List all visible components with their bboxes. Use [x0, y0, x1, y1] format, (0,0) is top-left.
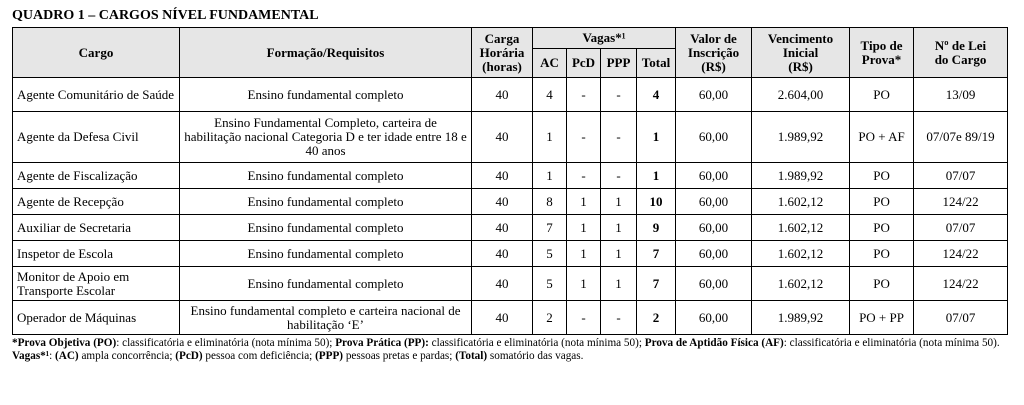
text-total: somatório das vagas. [487, 349, 584, 362]
header-ac: AC [533, 49, 567, 78]
header-carga-line2: Horária [479, 44, 525, 60]
cell-ppp: 1 [601, 215, 637, 241]
cell-requisitos: Ensino fundamental completo [180, 189, 472, 215]
cell-cargo: Operador de Máquinas [13, 301, 180, 335]
cell-ac: 1 [533, 163, 567, 189]
header-ppp: PPP [601, 49, 637, 78]
cell-requisitos: Ensino fundamental completo [180, 78, 472, 112]
header-carga-line1: Carga [484, 30, 520, 46]
cell-lei: 124/22 [914, 241, 1008, 267]
cell-vencimento: 1.602,12 [752, 215, 850, 241]
cell-total: 10 [637, 189, 676, 215]
cell-requisitos: Ensino fundamental completo e carteira nacional de habilitação ‘E’ [180, 301, 472, 335]
table-row [13, 301, 1008, 335]
cell-carga: 40 [472, 112, 533, 163]
cell-carga: 40 [472, 241, 533, 267]
cell-cargo: Auxiliar de Secretaria [13, 215, 180, 241]
cell-ac: 4 [533, 78, 567, 112]
cell-lei: 13/09 [914, 78, 1008, 112]
cell-total: 2 [637, 301, 676, 335]
table-row [13, 163, 1008, 189]
cell-pcd: 1 [567, 267, 601, 301]
cell-cargo: Agente de Fiscalização [13, 163, 180, 189]
cell-ppp: - [601, 163, 637, 189]
cell-ppp: 1 [601, 267, 637, 301]
cell-carga: 40 [472, 189, 533, 215]
cell-ppp: - [601, 112, 637, 163]
cell-ppp: 1 [601, 241, 637, 267]
cell-valor: 60,00 [676, 78, 752, 112]
cell-cargo: Inspetor de Escola [13, 241, 180, 267]
header-vencimento-line1: Vencimento [767, 30, 834, 46]
term-ppp: (PPP) [315, 349, 344, 362]
footnotes [12, 337, 1008, 362]
table-row [13, 78, 1008, 112]
cell-cargo: Agente de Recepção [13, 189, 180, 215]
header-valor-line1: Valor de [690, 30, 737, 46]
cell-ac: 7 [533, 215, 567, 241]
text-pcd: pessoa com deficiência; [202, 349, 316, 362]
table-row [13, 241, 1008, 267]
cargos-table [12, 27, 1008, 335]
footnote-vagas [12, 350, 1008, 363]
cell-total: 1 [637, 112, 676, 163]
term-pcd: (PcD) [175, 349, 203, 362]
text-ppp: pessoas pretas e pardas; [343, 349, 456, 362]
cell-lei: 07/07 [914, 215, 1008, 241]
header-valor [676, 28, 752, 78]
cell-carga: 40 [472, 215, 533, 241]
cell-lei: 124/22 [914, 267, 1008, 301]
cell-valor: 60,00 [676, 301, 752, 335]
text-prova-objetiva: : classificatória e eliminatória (nota mínima 50); [116, 337, 336, 349]
cell-tipo-prova: PO [850, 78, 914, 112]
header-valor-line2: Inscrição [687, 44, 740, 60]
table-title: QUADRO 1 – CARGOS NÍVEL FUNDAMENTAL [12, 8, 319, 23]
text-prova-aptidao: : classificatória e eliminatória (nota mínima 50). [783, 337, 1000, 349]
term-prova-objetiva: *Prova Objetiva (PO) [12, 337, 117, 349]
cell-cargo: Monitor de Apoio em Transporte Escolar [13, 267, 180, 301]
header-vencimento-line2: Inicial [782, 44, 819, 60]
header-carga-line3: (horas) [482, 58, 522, 74]
cell-vencimento: 1.602,12 [752, 241, 850, 267]
cell-pcd: - [567, 112, 601, 163]
cell-valor: 60,00 [676, 267, 752, 301]
cell-requisitos: Ensino fundamental completo [180, 267, 472, 301]
header-pcd: PcD [567, 49, 601, 78]
header-vagas: Vagas*¹ [533, 28, 676, 49]
cell-tipo-prova: PO [850, 267, 914, 301]
header-formacao: Formação/Requisitos [180, 28, 472, 78]
table-row [13, 112, 1008, 163]
cell-vencimento: 1.989,92 [752, 163, 850, 189]
document-page [12, 7, 1012, 362]
cell-requisitos: Ensino fundamental completo [180, 163, 472, 189]
cell-ac: 1 [533, 112, 567, 163]
table-row [13, 215, 1008, 241]
table-row [13, 189, 1008, 215]
header-vencimento-line3: (R$) [788, 58, 813, 74]
header-vencimento [752, 28, 850, 78]
cell-ppp: - [601, 78, 637, 112]
cell-total: 9 [637, 215, 676, 241]
cell-tipo-prova: PO [850, 189, 914, 215]
text-vagas-sep: : [49, 349, 56, 362]
cell-ac: 8 [533, 189, 567, 215]
text-prova-pratica: classificatória e eliminatória (nota mínima 50); [428, 337, 645, 349]
cell-vencimento: 2.604,00 [752, 78, 850, 112]
term-total: (Total) [455, 349, 488, 362]
text-ac: ampla concorrência; [78, 349, 176, 362]
cell-pcd: 1 [567, 189, 601, 215]
header-total: Total [637, 49, 676, 78]
cell-lei: 07/07 [914, 301, 1008, 335]
cell-pcd: - [567, 163, 601, 189]
cell-valor: 60,00 [676, 163, 752, 189]
cell-lei: 124/22 [914, 189, 1008, 215]
cell-valor: 60,00 [676, 241, 752, 267]
cell-requisitos: Ensino fundamental completo [180, 215, 472, 241]
header-lei-line2: do Cargo [934, 51, 987, 67]
cell-vencimento: 1.989,92 [752, 112, 850, 163]
cell-ac: 5 [533, 241, 567, 267]
header-lei-line1: Nº de Lei [934, 37, 987, 53]
table-header [13, 28, 1008, 78]
cell-requisitos: Ensino fundamental completo [180, 241, 472, 267]
cell-cargo: Agente da Defesa Civil [13, 112, 180, 163]
header-tipo-line1: Tipo de [860, 37, 903, 53]
cell-tipo-prova: PO + AF [850, 112, 914, 163]
cell-ac: 2 [533, 301, 567, 335]
term-prova-aptidao: Prova de Aptidão Física (AF) [644, 337, 784, 349]
cell-tipo-prova: PO + PP [850, 301, 914, 335]
cell-valor: 60,00 [676, 112, 752, 163]
cell-pcd: 1 [567, 241, 601, 267]
cell-carga: 40 [472, 267, 533, 301]
header-tipo-line2: Prova* [861, 51, 902, 67]
cell-total: 1 [637, 163, 676, 189]
cell-requisitos: Ensino Fundamental Completo, carteira de habilitação nacional Categoria D e ter idade entre 18 e 40 anos [180, 112, 472, 163]
cell-carga: 40 [472, 163, 533, 189]
cell-vencimento: 1.602,12 [752, 189, 850, 215]
cell-valor: 60,00 [676, 189, 752, 215]
cell-tipo-prova: PO [850, 163, 914, 189]
cell-lei: 07/07e 89/19 [914, 112, 1008, 163]
cell-pcd: - [567, 301, 601, 335]
cell-carga: 40 [472, 301, 533, 335]
header-tipo-prova [850, 28, 914, 78]
cell-valor: 60,00 [676, 215, 752, 241]
cell-vencimento: 1.602,12 [752, 267, 850, 301]
header-cargo: Cargo [13, 28, 180, 78]
header-valor-line3: (R$) [701, 58, 726, 74]
header-lei [914, 28, 1008, 78]
term-ac: (AC) [55, 349, 79, 362]
cell-lei: 07/07 [914, 163, 1008, 189]
cell-total: 7 [637, 267, 676, 301]
cell-tipo-prova: PO [850, 215, 914, 241]
cell-total: 4 [637, 78, 676, 112]
cell-cargo: Agente Comunitário de Saúde [13, 78, 180, 112]
cell-total: 7 [637, 241, 676, 267]
cell-ppp: - [601, 301, 637, 335]
cell-tipo-prova: PO [850, 241, 914, 267]
cell-pcd: - [567, 78, 601, 112]
cell-ppp: 1 [601, 189, 637, 215]
term-vagas: Vagas*¹ [12, 349, 50, 362]
cell-vencimento: 1.989,92 [752, 301, 850, 335]
cell-ac: 5 [533, 267, 567, 301]
footnote-provas [12, 337, 1008, 350]
table-body [13, 78, 1008, 335]
header-carga [472, 28, 533, 78]
cell-pcd: 1 [567, 215, 601, 241]
table-row [13, 267, 1008, 301]
cell-carga: 40 [472, 78, 533, 112]
term-prova-pratica: Prova Prática (PP): [335, 337, 429, 349]
